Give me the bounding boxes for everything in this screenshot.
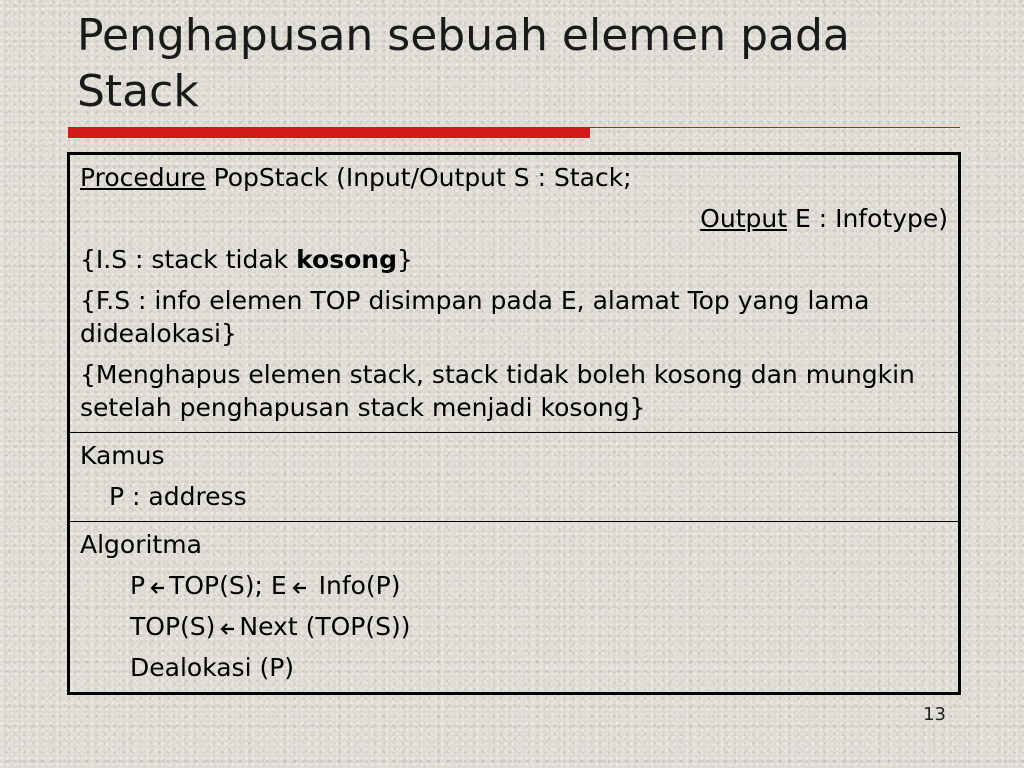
final-state-line: {F.S : info elemen TOP disimpan pada E, alamat Top yang lama didealokasi} [80, 286, 870, 348]
algoritma-section [70, 521, 958, 692]
pseudocode-box [67, 152, 961, 695]
procedure-header-section [70, 155, 958, 432]
left-arrow-icon [219, 612, 235, 641]
algoritma-line-1-source: Info(P) [310, 571, 401, 600]
kamus-section [70, 432, 958, 521]
output-param: E : Infotype) [787, 204, 948, 233]
left-arrow-icon [149, 571, 165, 600]
kamus-label: Kamus [80, 441, 165, 470]
algoritma-line-2-target: TOP(S) [130, 612, 216, 641]
output-keyword: Output [700, 204, 788, 233]
page-number: 13 [923, 704, 946, 725]
initial-state-suffix: } [396, 245, 413, 274]
title-underline [68, 127, 960, 139]
procedure-line [80, 161, 948, 194]
algoritma-line-2 [80, 610, 948, 643]
initial-state-emphasis: kosong [296, 245, 397, 274]
procedure-keyword: Procedure [80, 163, 206, 192]
title-underline-thick [68, 127, 590, 138]
initial-state-line [80, 243, 948, 276]
title-underline-thin [590, 127, 960, 128]
procedure-description: {Menghapus elemen stack, stack tidak boleh kosong dan mungkin setelah penghapusan stack menjadi kosong} [80, 360, 915, 422]
initial-state-prefix: {I.S : stack tidak [80, 245, 297, 274]
left-arrow-icon [291, 571, 307, 600]
output-param-line [80, 202, 948, 235]
algoritma-line-3: Dealokasi (P) [130, 653, 295, 682]
algoritma-line-1-target: P [130, 571, 146, 600]
algoritma-line-1 [80, 569, 948, 602]
algoritma-line-1-middle: TOP(S); E [169, 571, 287, 600]
kamus-declaration: P : address [109, 482, 247, 511]
algoritma-line-2-source: Next (TOP(S)) [239, 612, 411, 641]
slide-title: Penghapusan sebuah elemen pada Stack [77, 10, 850, 117]
procedure-signature: PopStack (Input/Output S : Stack; [205, 163, 632, 192]
algoritma-label: Algoritma [80, 530, 202, 559]
